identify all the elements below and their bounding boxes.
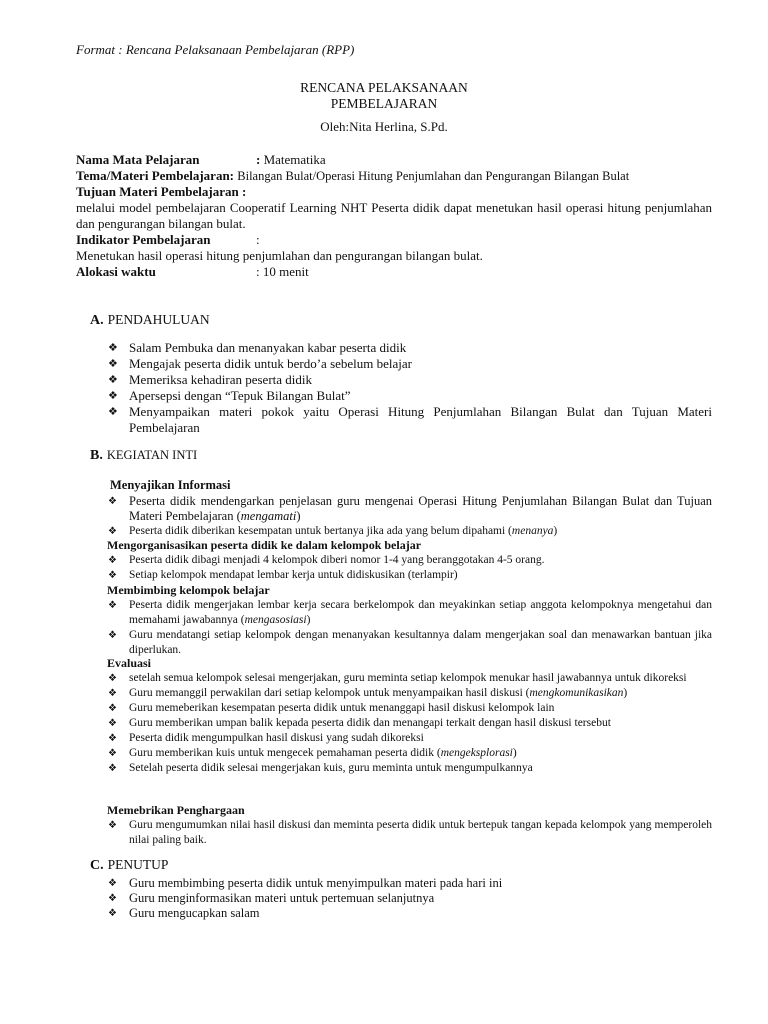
sub5-list [108, 818, 712, 848]
diamond-bullet-icon: ❖ [108, 688, 117, 699]
alokasi-colon: : [256, 264, 260, 279]
diamond-bullet-icon: ❖ [108, 763, 117, 774]
diamond-bullet-icon: ❖ [108, 748, 117, 759]
list-item: ❖ Guru menginformasikan materi untuk pertemuan selanjutnya [108, 891, 435, 905]
tujuan-label: Tujuan Materi Pembelajaran : [76, 184, 247, 199]
diamond-bullet-icon: ❖ [108, 600, 117, 611]
meta-alokasi [76, 264, 712, 280]
section-b-title: KEGIATAN INTI [106, 448, 198, 462]
diamond-bullet-icon: ❖ [108, 406, 118, 418]
list-item: ❖ Guru memanggil perwakilan dari setiap kelompok untuk menyampaikan hasil diskusi (mengkomunikasikan) [108, 687, 628, 699]
diamond-bullet-icon: ❖ [108, 555, 117, 566]
diamond-bullet-icon: ❖ [108, 673, 117, 684]
subheading-evaluasi: Evaluasi [107, 656, 152, 670]
diamond-bullet-icon: ❖ [108, 908, 117, 919]
list-item: ❖ Apersepsi dengan “Tepuk Bilangan Bulat” [108, 388, 351, 403]
section-b-heading [90, 447, 197, 464]
author-line: Oleh:Nita Herlina, S.Pd. [320, 119, 448, 134]
diamond-bullet-icon: ❖ [108, 358, 118, 370]
section-c-title: PENUTUP [107, 857, 169, 872]
diamond-bullet-icon: ❖ [108, 878, 117, 889]
indikator-label: Indikator Pembelajaran [76, 232, 211, 247]
list-item: ❖ Guru membimbing peserta didik untuk menyimpulkan materi pada hari ini [108, 876, 503, 890]
document-title-line2: PEMBELAJARAN [330, 96, 438, 111]
mapel-colon: : [256, 152, 261, 167]
section-a-list [108, 340, 712, 436]
subheading-penghargaan: Memebrikan Penghargaan [107, 803, 245, 817]
list-item: ❖ Peserta didik mendengarkan penjelasan guru mengenai Operasi Hitung Penjumlahan Bilangan Bulat dan Tujuan Materi Pembelajaran (mengamati) [108, 494, 712, 523]
section-c-heading [90, 857, 168, 874]
list-item: ❖ Peserta didik dibagi menjadi 4 kelompok diberi nomor 1-4 yang beranggotakan 4-5 orang. [108, 554, 545, 566]
list-item: ❖ Guru memberikan kuis untuk mengecek pemahaman peserta didik (mengeksplorasi) [108, 747, 517, 759]
diamond-bullet-icon: ❖ [108, 342, 118, 354]
diamond-bullet-icon: ❖ [108, 733, 117, 744]
section-c-list [108, 876, 712, 921]
tema-label: Tema/Materi Pembelajaran [76, 168, 230, 183]
list-item: ❖ Memeriksa kehadiran peserta didik [108, 372, 313, 387]
diamond-bullet-icon: ❖ [108, 820, 117, 831]
list-item: ❖ Guru memeberikan kesempatan peserta didik untuk menanggapi hasil diskusi kelompok lain [108, 702, 555, 714]
mapel-label: Nama Mata Pelajaran [76, 152, 200, 167]
subheading-mengorganisasikan: Mengorganisasikan peserta didik ke dalam kelompok belajar [107, 538, 422, 552]
meta-indikator [76, 232, 712, 248]
sub2-list [108, 553, 712, 583]
diamond-bullet-icon: ❖ [108, 390, 118, 402]
list-item: ❖ Peserta didik mengerjakan lembar kerja secara berkelompok dan meyakinkan setiap anggota kelompoknya mengetahui dan memahami jawabannya (mengasosiasi) [108, 599, 712, 626]
subheading-membimbing: Membimbing kelompok belajar [107, 583, 270, 597]
diamond-bullet-icon: ❖ [108, 718, 117, 729]
section-a-heading [90, 312, 210, 329]
alokasi-value: 10 menit [262, 264, 309, 279]
diamond-bullet-icon: ❖ [108, 570, 117, 581]
alokasi-label: Alokasi waktu [76, 264, 156, 279]
format-header: Format : Rencana Pelaksanaan Pembelajaran (RPP) [76, 42, 355, 57]
sub3-list [108, 598, 712, 658]
list-item: ❖ Setelah peserta didik selesai mengerjakan kuis, guru meminta untuk mengumpulkannya [108, 762, 533, 774]
meta-tema [76, 168, 712, 184]
diamond-bullet-icon: ❖ [108, 893, 117, 904]
diamond-bullet-icon: ❖ [108, 526, 117, 537]
mapel-value: Matematika [263, 152, 326, 167]
section-a-letter: A. [90, 313, 104, 328]
sub4-list [108, 671, 712, 776]
list-item: ❖ Guru mengucapkan salam [108, 906, 260, 920]
section-c-letter: C. [90, 858, 104, 873]
diamond-bullet-icon: ❖ [108, 630, 117, 641]
tema-colon: : [229, 168, 235, 183]
list-item: ❖ Mengajak peserta didik untuk berdo’a sebelum belajar [108, 356, 413, 371]
tujuan-text: melalui model pembelajaran Cooperatif Learning NHT Peserta didik dapat menetukan hasil operasi hitung penjumlahan dan pengurangan bilangan bulat. [76, 200, 712, 231]
list-item: ❖ Menyampaikan materi pokok yaitu Operasi Hitung Penjumlahan Bilangan Bulat dan Tujuan Materi Pembelajaran [108, 404, 712, 435]
meta-mapel [76, 152, 712, 168]
list-item: ❖ Peserta didik diberikan kesempatan untuk bertanya jika ada yang belum dipahami (menanya) [108, 525, 558, 537]
section-b-letter: B. [90, 448, 103, 463]
sub1-list [108, 494, 712, 539]
list-item: ❖ setelah semua kelompok selesai mengerjakan, guru meminta setiap kelompok menukar hasil jawabannya untuk dikoreksi [108, 672, 687, 684]
diamond-bullet-icon: ❖ [108, 496, 117, 507]
subheading-menyajikan: Menyajikan Informasi [110, 478, 231, 492]
list-item: ❖ Salam Pembuka dan menanyakan kabar peserta didik [108, 340, 407, 355]
diamond-bullet-icon: ❖ [108, 374, 118, 386]
document-title-line1: RENCANA PELAKSANAAN [300, 80, 468, 95]
list-item: ❖ Guru mendatangi setiap kelompok dengan menanyakan kesultannya dalam mengerjakan soal dan menawarkan bantuan jika diperlukan. [108, 629, 712, 656]
list-item: ❖ Peserta didik mengumpulkan hasil diskusi yang sudah dikoreksi [108, 732, 424, 744]
list-item: ❖ Guru memberikan umpan balik kepada peserta didik dan menangapi terkait dengan hasil diskusi tersebut [108, 717, 611, 729]
section-a-title: PENDAHULUAN [107, 312, 210, 327]
list-item: ❖ Guru mengumumkan nilai hasil diskusi dan meminta peserta didik untuk bertepuk tangan kepada kelompok yang memperoleh nilai paling baik. [108, 819, 712, 846]
indikator-colon: : [256, 232, 260, 247]
diamond-bullet-icon: ❖ [108, 703, 117, 714]
tema-value: Bilangan Bulat/Operasi Hitung Penjumlahan dan Pengurangan Bilangan Bulat [237, 169, 630, 183]
indikator-text: Menetukan hasil operasi hitung penjumlahan dan pengurangan bilangan bulat. [76, 248, 483, 263]
list-item: ❖ Setiap kelompok mendapat lembar kerja untuk didiskusikan (terlampir) [108, 569, 458, 581]
meta-tujuan [76, 184, 712, 200]
